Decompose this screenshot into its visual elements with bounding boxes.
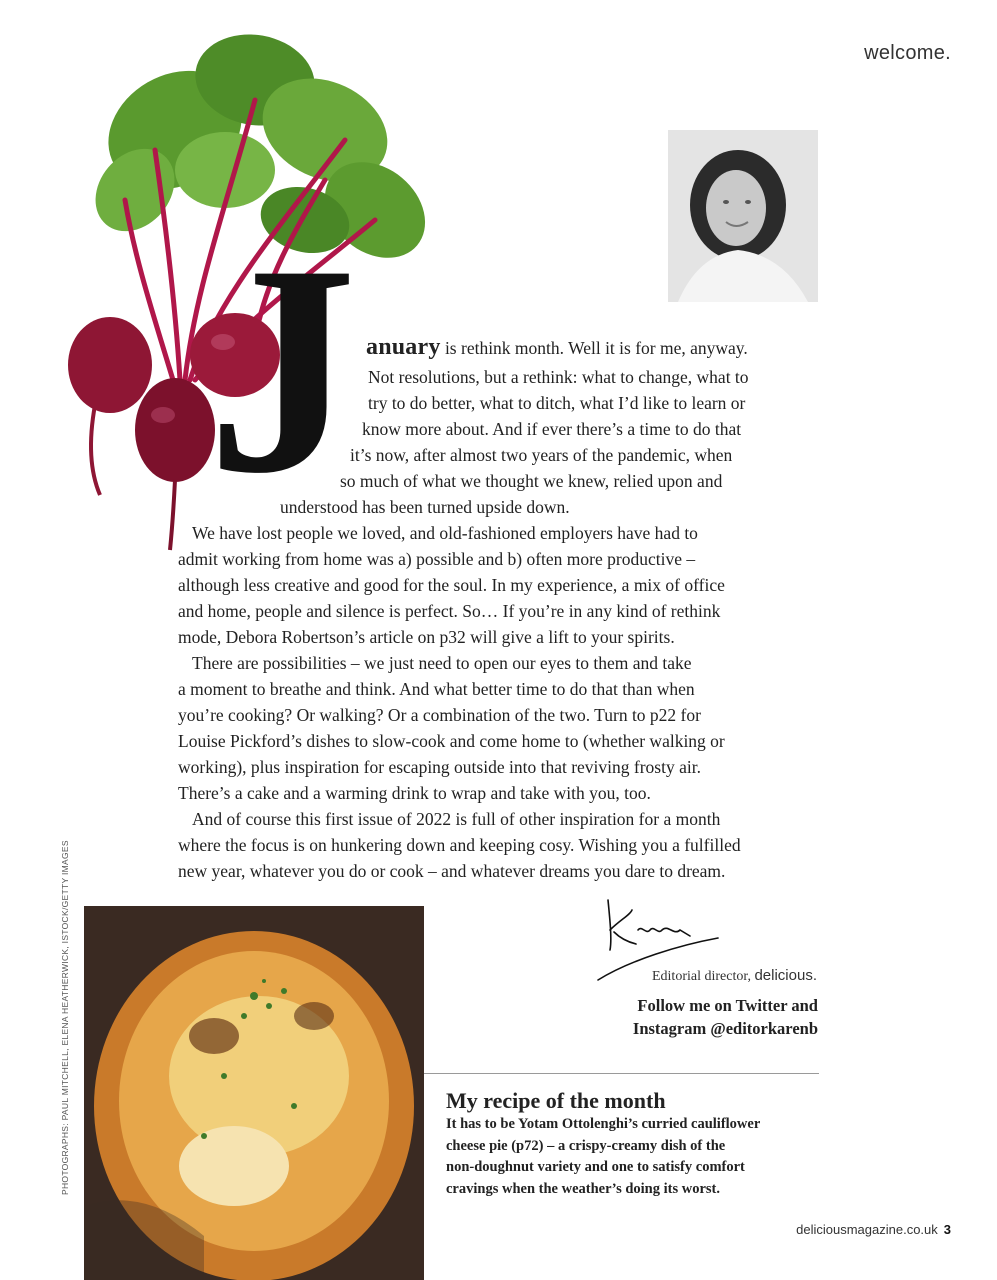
intro-line-7: understood has been turned upside down. <box>280 497 570 517</box>
editor-portrait <box>668 130 818 302</box>
intro-line-2: Not resolutions, but a rethink: what to change, what to <box>368 367 749 387</box>
body-line: Louise Pickford’s dishes to slow-cook and come home to (whether walking or <box>178 731 725 751</box>
body-line: you’re cooking? Or walking? Or a combination of the two. Turn to p22 for <box>178 705 701 725</box>
recipe-line: It has to be Yotam Ottolenghi’s curried cauliflower <box>446 1116 761 1132</box>
recipe-pie-photo <box>84 906 424 1280</box>
body-line: a moment to breathe and think. And what better time to do that than when <box>178 679 695 699</box>
intro-line-6: so much of what we thought we knew, relied upon and <box>340 471 723 491</box>
body-line: And of course this first issue of 2022 is full of other inspiration for a month <box>192 809 721 829</box>
follow-line-2: Instagram @editorkarenb <box>632 1019 818 1038</box>
signature-caption <box>652 967 817 985</box>
signature-text: Karen <box>790 1090 793 1091</box>
drop-cap-letter <box>196 203 368 535</box>
body-line: new year, whatever you do or cook – and whatever dreams you dare to dream. <box>178 861 726 881</box>
body-line: We have lost people we loved, and old-fashioned employers have had to <box>192 523 698 543</box>
paragraph-3 <box>178 806 838 884</box>
editor-role: Editorial director, <box>651 969 751 984</box>
body-line: working), plus inspiration for escaping outside into that reviving frosty air. <box>178 757 701 777</box>
paragraph-2 <box>178 650 838 806</box>
recipe-box-title: My recipe of the month <box>446 1088 666 1113</box>
paragraph-1 <box>178 520 838 650</box>
drop-cap-text: J <box>207 203 357 535</box>
photo-credit: PHOTOGRAPHS: PAUL MITCHELL, ELENA HEATHERWICK, ISTOCK/GETTY IMAGES <box>60 840 70 1195</box>
section-label: welcome. <box>864 42 951 64</box>
recipe-line: cheese pie (p72) – a crispy-creamy dish of the <box>446 1137 726 1154</box>
footer-url: deliciousmagazine.co.uk <box>796 1222 938 1237</box>
body-line: and home, people and silence is perfect. So… If you’re in any kind of rethink <box>178 601 721 621</box>
page-footer <box>796 1222 951 1237</box>
social-follow <box>633 994 818 1040</box>
body-line: although less creative and good for the soul. In my experience, a mix of office <box>178 575 725 595</box>
intro-lead-word: anuary <box>366 334 441 360</box>
intro-line-5: it’s now, after almost two years of the pandemic, when <box>350 445 733 465</box>
page-number: 3 <box>943 1222 951 1237</box>
intro-line-4: know more about. And if ever there’s a time to do that <box>362 419 742 439</box>
follow-line-1: Follow me on Twitter and <box>637 996 818 1015</box>
article-body <box>178 520 838 884</box>
divider <box>424 1073 819 1074</box>
body-line: where the focus is on hunkering down and keeping cosy. Wishing you a fulfilled <box>178 835 741 855</box>
brand-name: delicious. <box>754 967 817 984</box>
recipe-box-body <box>446 1114 826 1200</box>
body-line: There’s a cake and a warming drink to wrap and take with you, too. <box>178 783 651 803</box>
recipe-line: cravings when the weather’s doing its worst. <box>446 1180 720 1197</box>
body-line: There are possibilities – we just need to open our eyes to them and take <box>192 653 692 673</box>
body-line: admit working from home was a) possible and b) often more productive – <box>178 549 696 569</box>
recipe-line: non-doughnut variety and one to satisfy comfort <box>446 1159 745 1175</box>
intro-line-1: anuary is rethink month. Well it is for me, anyway. <box>366 334 748 360</box>
intro-line-3: try to do better, what to ditch, what I’d like to learn or <box>368 393 746 413</box>
body-line: mode, Debora Robertson’s article on p32 will give a lift to your spirits. <box>178 627 675 647</box>
